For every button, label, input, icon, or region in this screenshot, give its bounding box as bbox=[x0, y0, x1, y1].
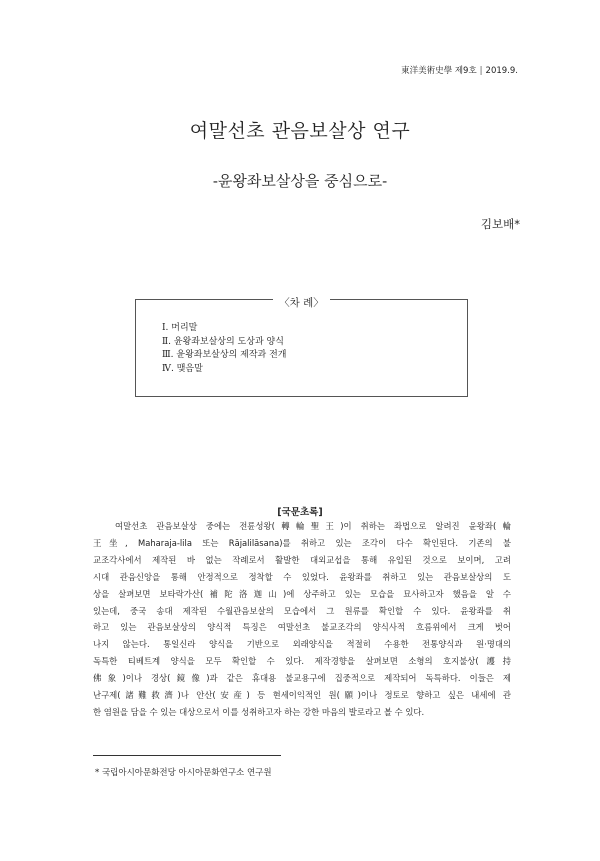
abstract-line: 교조각사에서 제작된 바 없는 작례로서 활발한 대외교섭을 통해 유입된 것으로 보이며, 고려 bbox=[93, 554, 511, 565]
abstract-line: 한 염원을 담을 수 있는 대상으로서 이를 성취하고자 하는 강한 마음의 발로라고 볼 수 있다. bbox=[93, 706, 425, 717]
abstract-line: 상을 살펴보면 보타락가산(補陀洛迦山)에 상주하고 있는 모습을 묘사하고자 했음을 알 수 bbox=[93, 588, 511, 599]
paper-subtitle: -윤왕좌보살상을 중심으로- bbox=[212, 172, 388, 190]
abstract-line: 나지 않는다. 통일신라 양식을 기반으로 외래양식을 적절히 수용한 전통양식과 원·명대의 bbox=[93, 639, 511, 650]
footnote-divider bbox=[93, 755, 281, 756]
journal-name: 東洋美術史學 bbox=[401, 66, 453, 76]
abstract-body bbox=[93, 518, 511, 721]
toc-list bbox=[162, 322, 286, 376]
abstract-line: 있는데, 중국 송대 제작된 수월관음보살의 모습에서 그 원류를 확인할 수 있다. 윤왕좌를 취 bbox=[93, 605, 511, 616]
paper-title: 여말선초 관음보살상 연구 bbox=[189, 120, 411, 142]
abstract-line: 王坐, Maharaja-lila 또는 Rājalilāsana)를 취하고 있는 조각이 다수 확인된다. 기존의 불 bbox=[93, 537, 511, 548]
toc-item: Ⅳ. 맺음말 bbox=[162, 363, 203, 374]
journal-issue: 제9호 bbox=[454, 66, 477, 76]
table-of-contents bbox=[135, 299, 468, 397]
footnote: * 국립아시아문화전당 아시아문화연구소 연구원 bbox=[95, 768, 272, 778]
journal-date: 2019.9. bbox=[485, 66, 518, 76]
abstract-line: 난구제(諸難救濟)나 안산(安産) 등 현세이익적인 원(願)이나 정토로 향하고 싶은 내세에 관 bbox=[93, 690, 511, 701]
author-name: 김보배* bbox=[480, 217, 520, 231]
toc-title-wrap bbox=[136, 291, 467, 310]
abstract-heading: [국문초록] bbox=[277, 507, 323, 518]
journal-header bbox=[401, 64, 518, 76]
abstract-line: 하고 있는 관음보살상의 양식적 특징은 여말선초 불교조각의 양식사적 흐름위에서 크게 벗어 bbox=[93, 622, 511, 633]
toc-item: Ⅲ. 윤왕좌보살상의 제작과 전개 bbox=[162, 350, 287, 360]
abstract-line: 여말선초 관음보살상 중에는 전륜성왕(轉輪聖王)이 취하는 좌법으로 알려진 윤왕좌(輪 bbox=[115, 521, 511, 531]
abstract-line: 독특한 티베트계 양식을 모두 확인할 수 있다. 제작경향을 살펴보면 소형의 호지불상(護持 bbox=[93, 656, 511, 667]
toc-item: Ⅰ. 머리말 bbox=[162, 323, 198, 333]
toc-title: 〈차 례〉 bbox=[273, 297, 330, 309]
abstract-line: 佛象)이나 경상(鏡像)과 같은 휴대용 불교용구에 집중적으로 제작되어 독특하다. 이들은 제 bbox=[93, 673, 511, 684]
abstract-line: 시대 관음신앙을 통해 안정적으로 정착할 수 있었다. 윤왕좌를 취하고 있는 관음보살상의 도 bbox=[93, 571, 511, 582]
header-separator: | bbox=[479, 66, 483, 76]
toc-item: Ⅱ. 윤왕좌보살상의 도상과 양식 bbox=[162, 336, 284, 347]
